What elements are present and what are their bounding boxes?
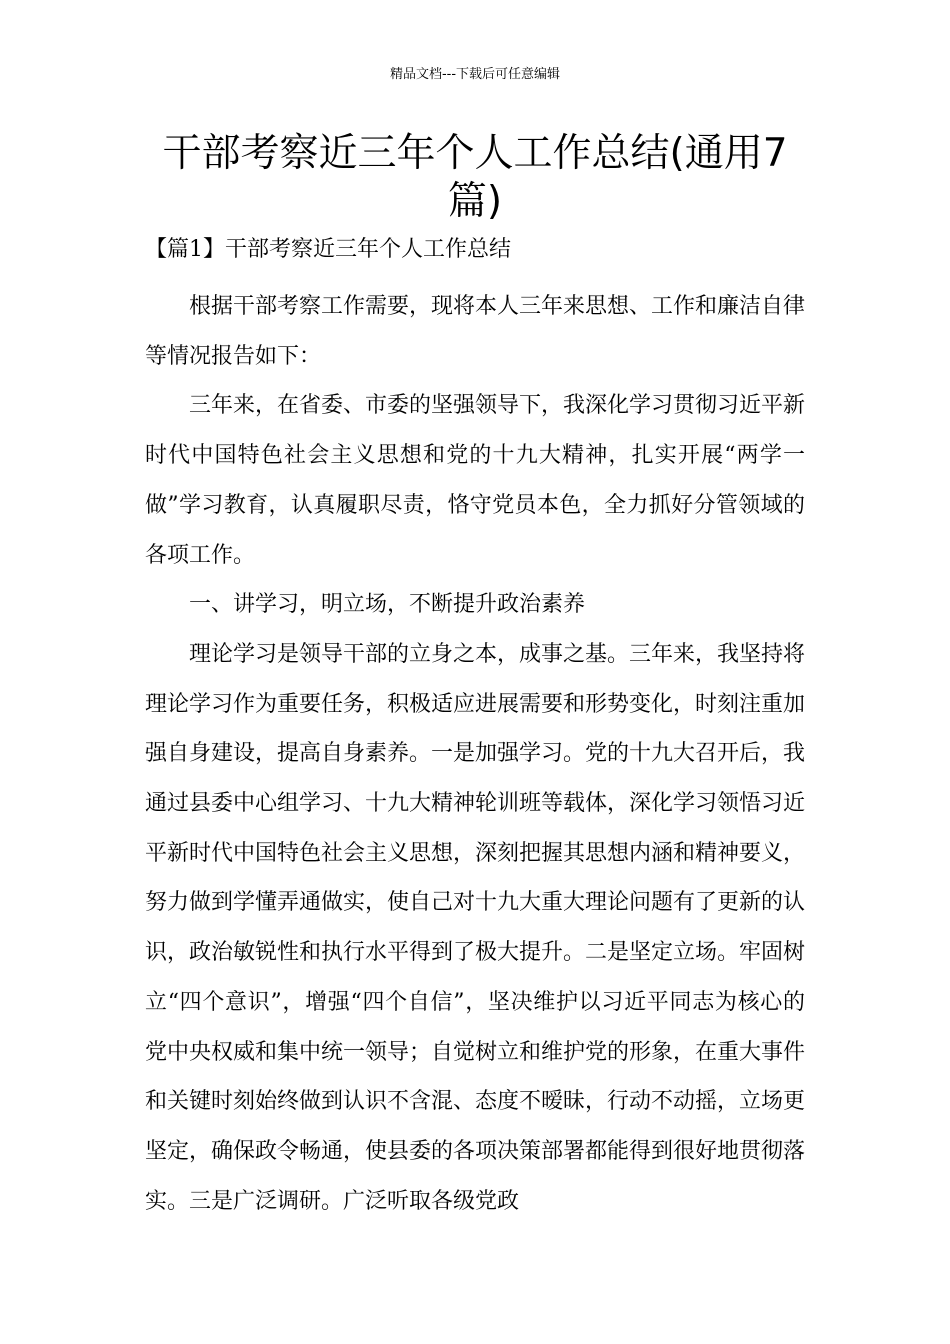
paragraph-subheading-1: 一、讲学习，明立场，不断提升政治素养 — [189, 592, 586, 618]
section-heading: 【篇1】干部考察近三年个人工作总结 — [145, 237, 511, 262]
document-title: 干部考察近三年个人工作总结(通用7篇) — [162, 131, 788, 224]
header-note: 精品文档---下载后可任意编辑 — [389, 67, 561, 82]
paragraph-study: 理论学习是领导干部的立身之本，成事之基。三年来，我坚持将理论学习作为重要任务，积极适应进展需要和形势变化，时刻注重加强自身建设，提高自身素养。一是加强学习。党的十九大召开后，我通过县委中心组学习、十九大精神轮训班等载体，深化学习领悟习近平新时代中国特色社会主义思想，深刻把握其思想内涵和精神要义，努力做到学懂弄通做实，使自己对十九大重大理论问题有了更新的认识，政治敏锐性和执行水平得到了极大提升。二是坚定立场。牢固树立“四个意识”，增强“四个自信”，坚决维护以习近平同志为核心的党中央权威和集中统一领导；自觉树立和维护党的形象，在重大事件和关键时刻始终做到认识不含混、态度不暧昧，行动不动摇，立场更坚定，确保政令畅通，使县委的各项决策部署都能得到很好地贯彻落实。三是广泛调研。广泛听取各级党政 — [145, 641, 806, 1214]
paragraph-overview: 三年来，在省委、市委的坚强领导下，我深化学习贯彻习近平新时代中国特色社会主义思想和党的十九大精神，扎实开展“两学一做”学习教育，认真履职尽责，恪守党员本色，全力抓好分管领域的各项工作。 — [145, 393, 806, 568]
document-body — [145, 282, 805, 1226]
paragraph-intro: 根据干部考察工作需要，现将本人三年来思想、工作和廉洁自律等情况报告如下： — [145, 294, 806, 369]
